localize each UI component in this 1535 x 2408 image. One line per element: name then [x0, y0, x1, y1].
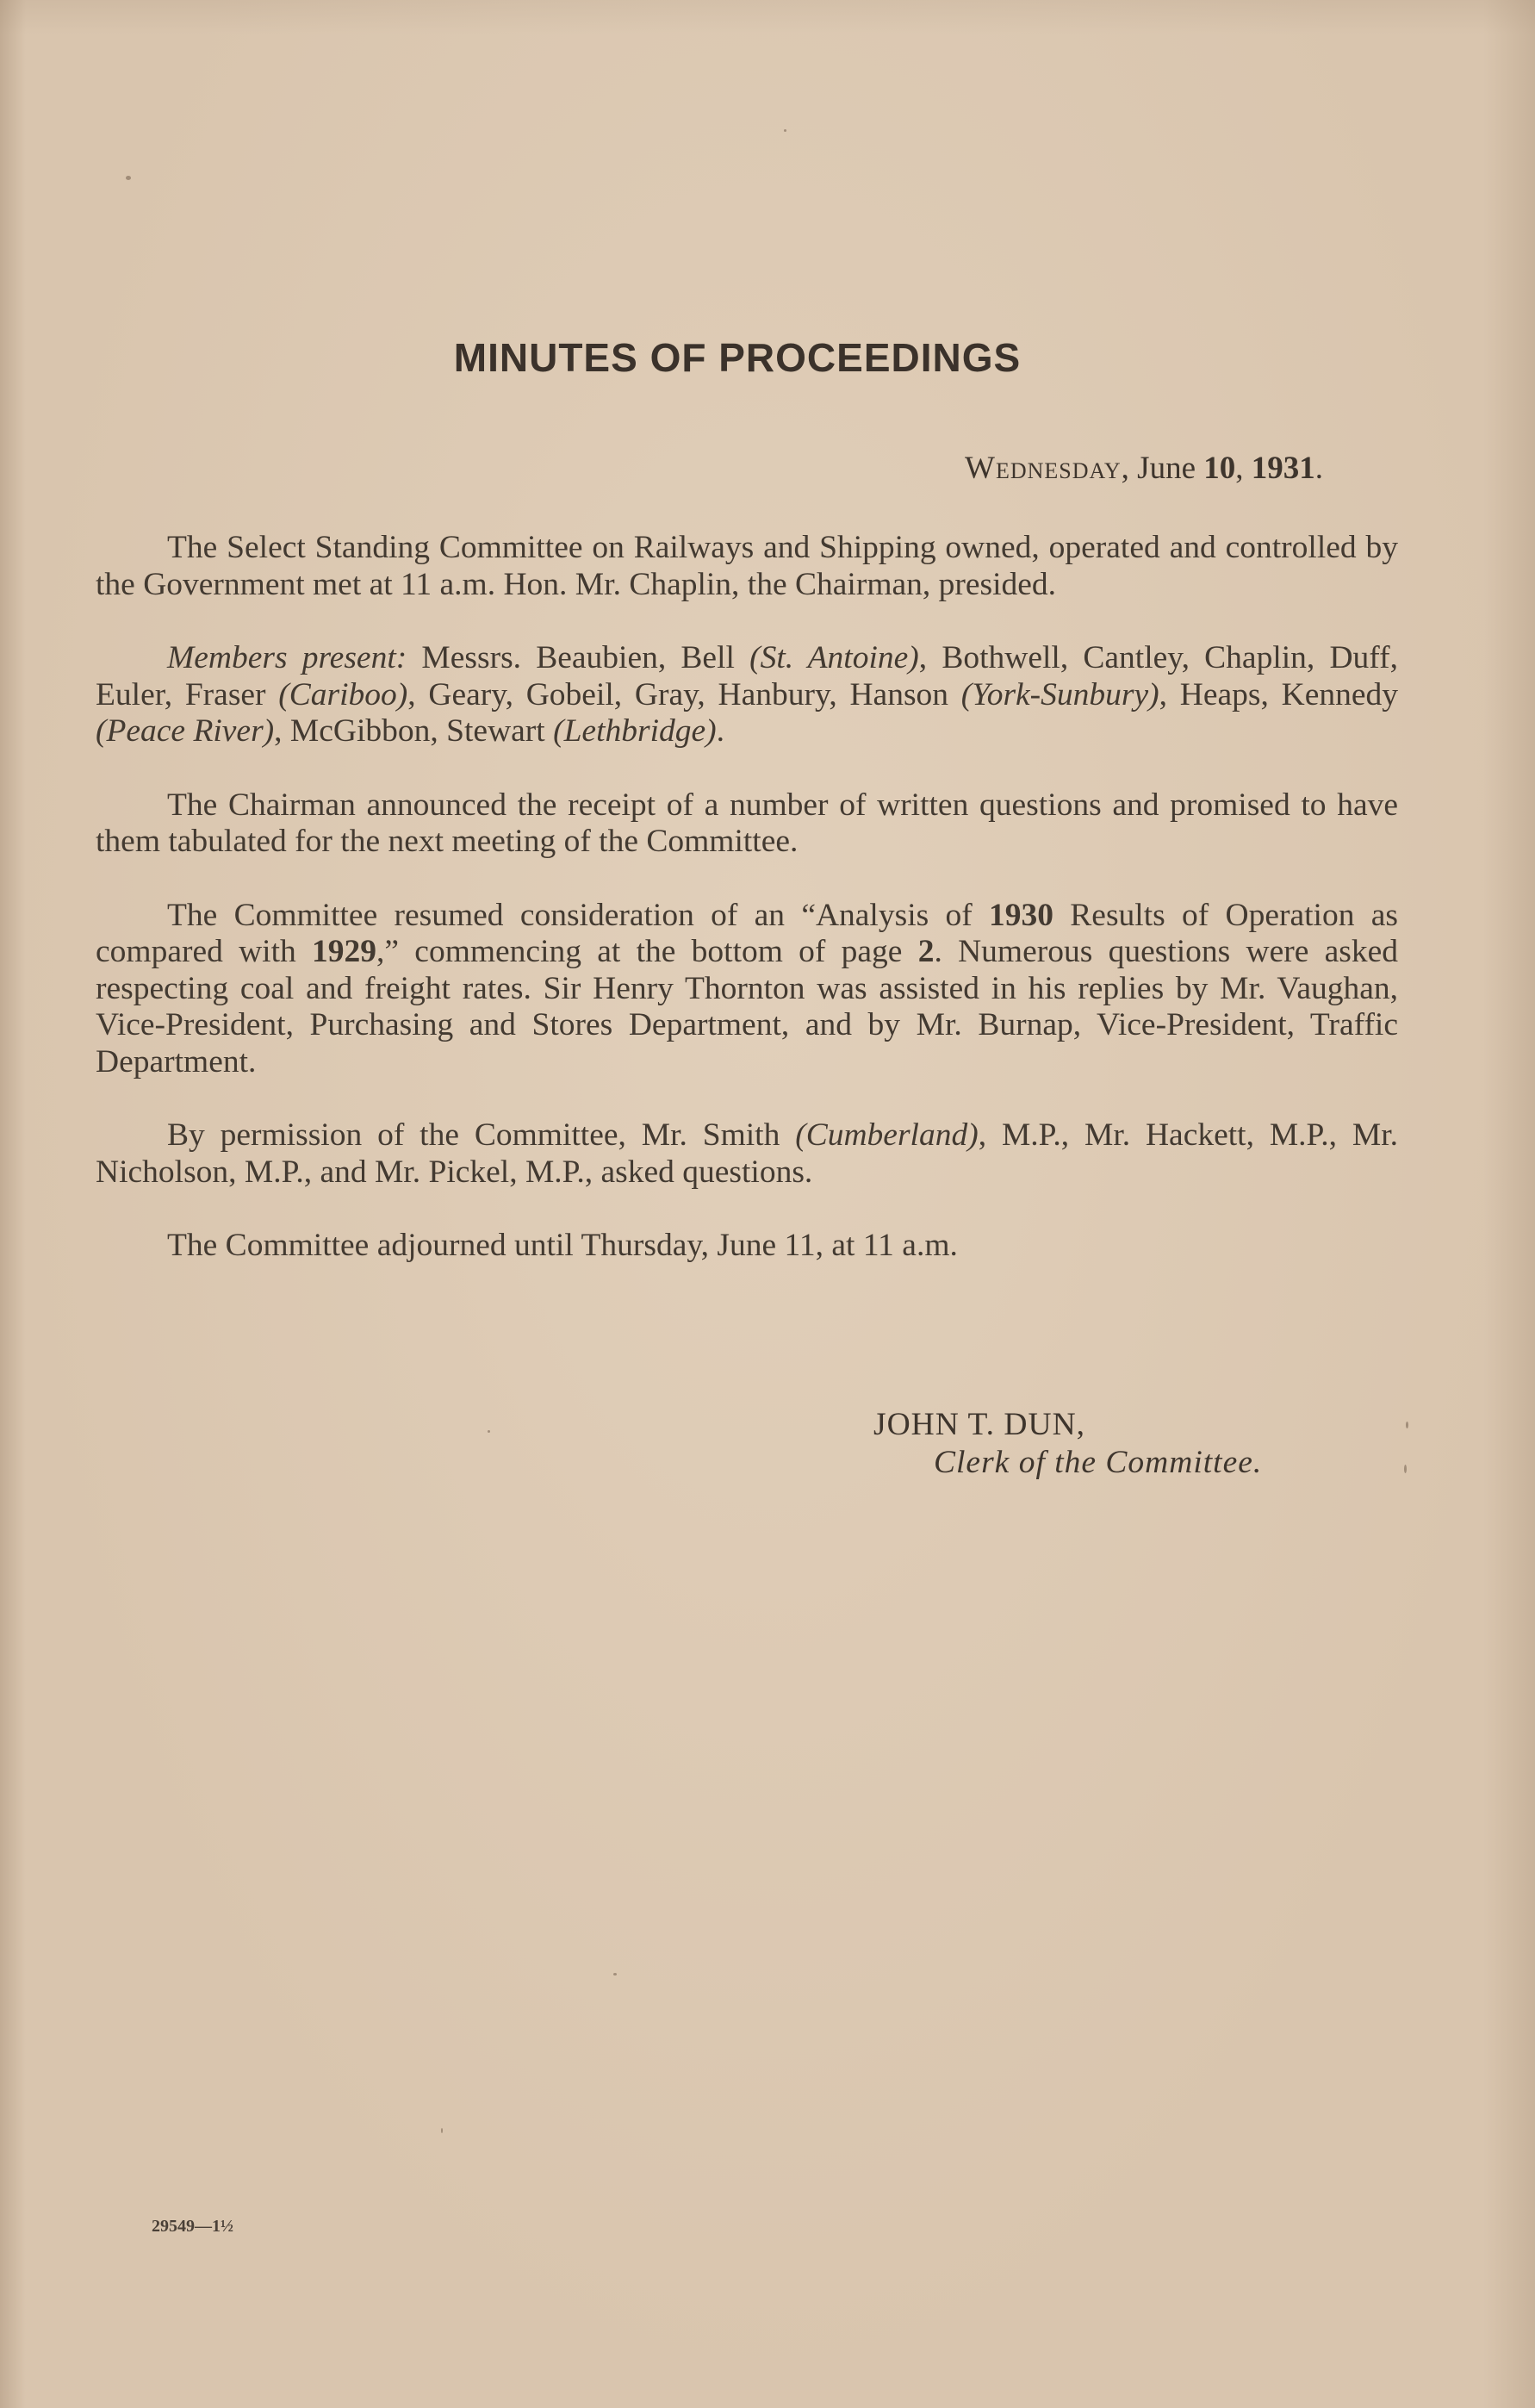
text-run: , Geary, Gobeil, Gray, Hanbury, Hanson: [407, 676, 961, 712]
constituency-italic: (Cariboo): [278, 676, 408, 712]
paper-speck: [613, 1973, 617, 1976]
text-run: . Numerous questions were asked respecting coal and freight rates. Sir Henry Thornton was assisted in his replies by Mr. Vaughan, Vice-President, Purchasing and Stores Department, and by Mr. Burnap, Vice-President, Traffic Department.: [96, 934, 1398, 1080]
paragraph-written-questions: The Chairman announced the receipt of a number of written questions and promised to have them tabulated for the next meeting of the Committee.: [96, 787, 1398, 859]
paragraph-committee-met: The Select Standing Committee on Railways and Shipping owned, operated and controlled by the Government met at 11 a.m. Hon. Mr. Chaplin, the Chairman, presided.: [96, 530, 1398, 602]
text-run: Messrs. Beaubien, Bell: [407, 640, 750, 675]
constituency-italic: (Lethbridge): [553, 713, 717, 749]
date-end: .: [1314, 451, 1323, 486]
text-run: The Committee resumed consideration of an “Analysis of: [167, 897, 990, 933]
paper-speck: [441, 2128, 443, 2133]
text-run: ,” commencing at the bottom of page: [376, 934, 918, 969]
text-run: Results of Operation as compared with: [96, 897, 1398, 969]
text-run: , M.P., Mr. Hackett, M.P., Mr. Nicholson, M.P., and Mr. Pickel, M.P., asked questions.: [96, 1117, 1398, 1190]
paragraph-analysis: [96, 898, 1398, 1081]
date-year: 1931: [1251, 451, 1315, 486]
paper-speck: [784, 129, 786, 132]
date-month: , June: [1121, 451, 1204, 486]
paper-speck: [126, 176, 131, 180]
constituency-italic: (Cumberland): [795, 1117, 979, 1153]
constituency-italic: (Peace River): [96, 713, 275, 749]
paragraph-adjourned: The Committee adjourned until Thursday, June 11, at 11 a.m.: [167, 1228, 958, 1263]
text-run: By permission of the Committee, Mr. Smith: [167, 1117, 796, 1153]
paragraph-members-present: [96, 640, 1398, 750]
text-run: , Heaps, Kennedy: [1159, 676, 1398, 712]
text-run: , McGibbon, Stewart: [274, 713, 554, 749]
text-run: , Bothwell, Cantley, Chaplin, Duff, Euler, Fraser: [96, 640, 1398, 712]
bold-number: 1930: [989, 897, 1054, 933]
clerk-name: JOHN T. DUN,: [873, 1407, 1086, 1442]
paper-speck: [1404, 1465, 1407, 1473]
paragraph-permission: [96, 1117, 1398, 1191]
printer-code: 29549—1½: [152, 2217, 233, 2236]
text-run: .: [716, 713, 725, 749]
paper-speck: [488, 1430, 490, 1433]
date-day-number: 10: [1203, 451, 1236, 486]
date-separator: ,: [1235, 451, 1252, 486]
meeting-date: [965, 450, 1323, 487]
members-present-label: Members present:: [167, 640, 407, 675]
bold-number: 1929: [312, 934, 377, 969]
constituency-italic: (St. Antoine): [749, 640, 919, 675]
bold-number: 2: [917, 934, 935, 969]
clerk-title: Clerk of the Committee.: [934, 1445, 1263, 1480]
paper-speck: [1406, 1422, 1408, 1428]
page-title: MINUTES OF PROCEEDINGS: [453, 335, 1022, 380]
signature-block: [873, 1406, 1356, 1482]
minutes-body: [96, 530, 1398, 1265]
constituency-italic: (York-Sunbury): [960, 676, 1159, 712]
date-weekday: Wednesday: [965, 451, 1122, 486]
